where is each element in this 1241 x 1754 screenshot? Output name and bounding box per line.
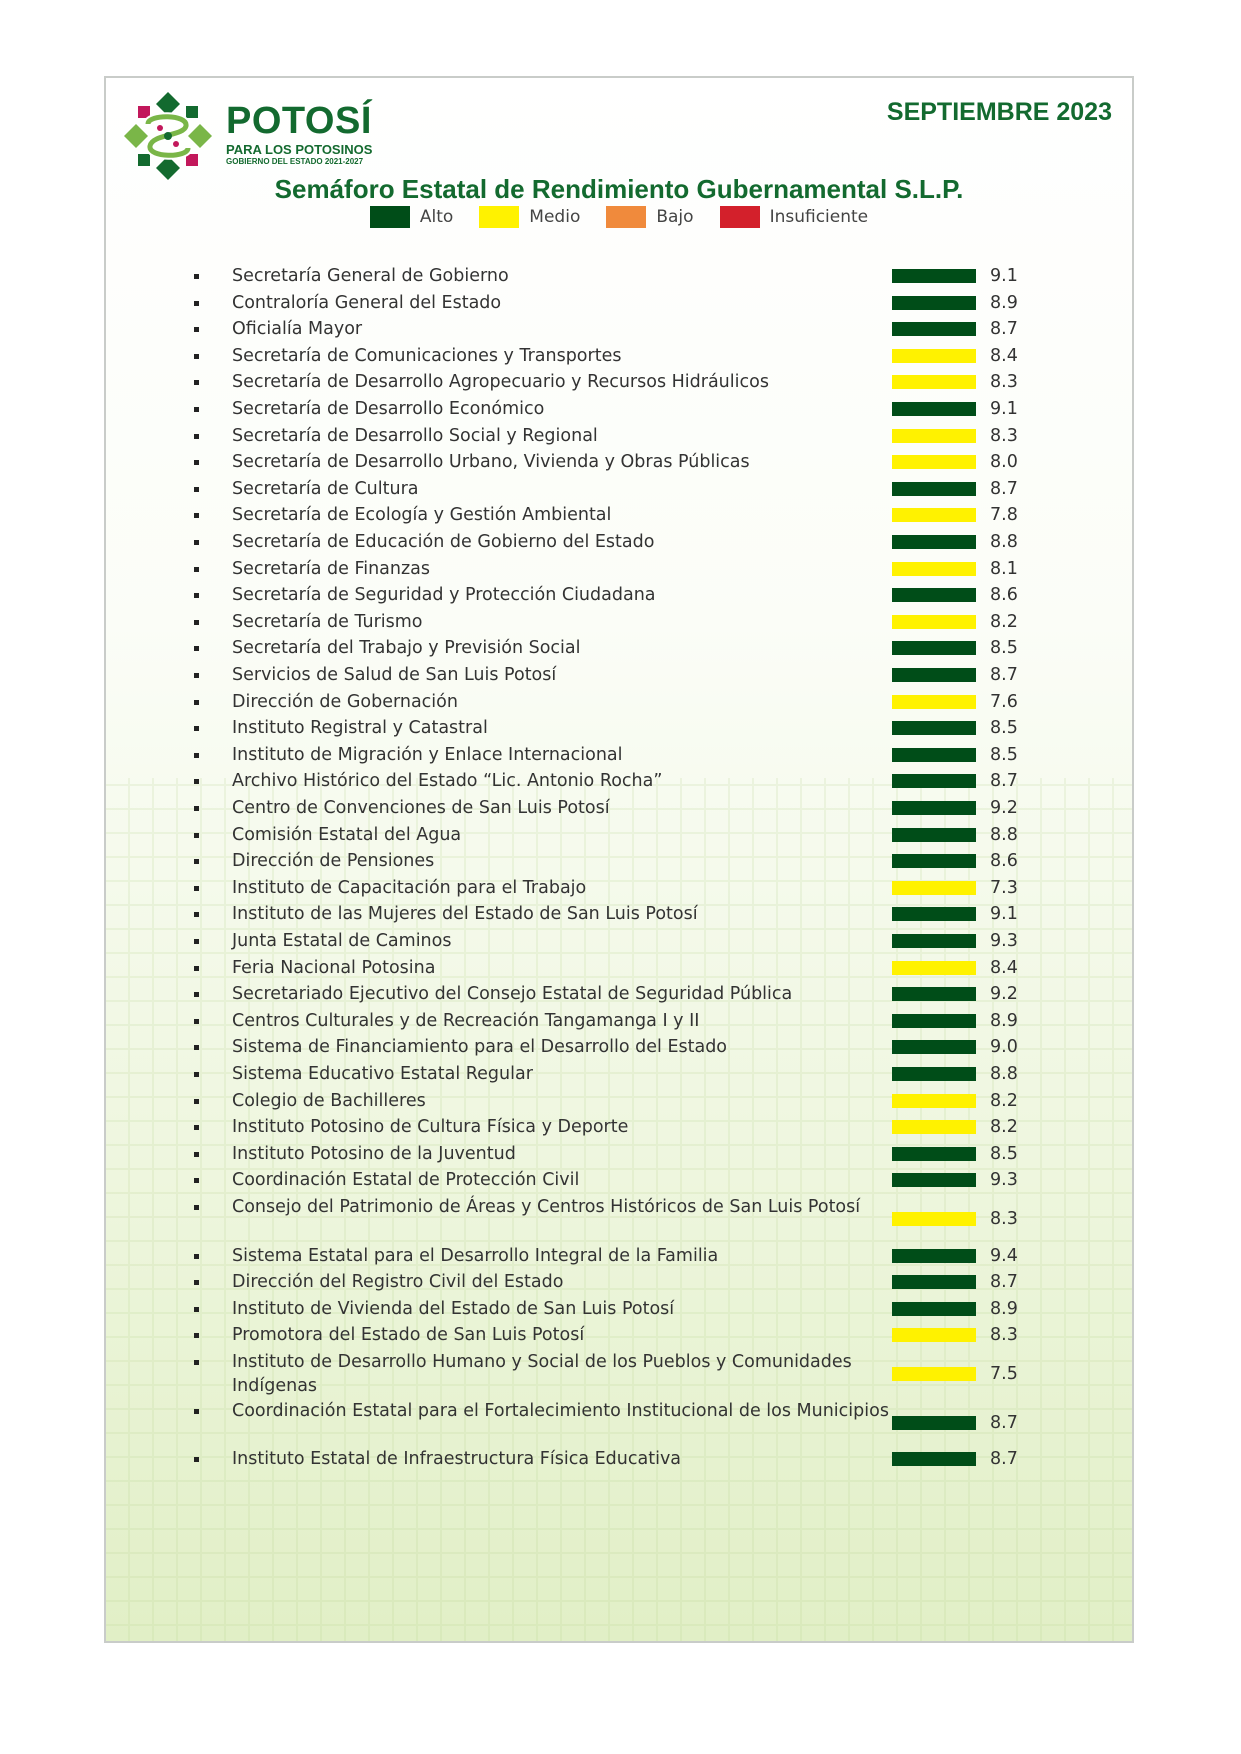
bullet-icon [194,1205,199,1210]
bullet-icon [194,354,199,359]
bullet-icon [194,301,199,306]
entry-score: 7.6 [990,691,1018,712]
entry-score: 8.3 [990,1325,1018,1346]
legend-label: Medio [529,207,581,227]
bullet-icon [194,593,199,598]
score-bar-alto [892,588,976,602]
score-bar-alto [892,1249,976,1263]
score-bar-alto [892,296,976,310]
bullet-icon [194,460,199,465]
entry-score: 8.3 [990,372,1018,393]
score-bar-alto [892,1147,976,1161]
score-bar-alto [892,641,976,655]
entry-score: 8.7 [990,771,1018,792]
score-bar-medio [892,455,976,469]
score-bar-medio [892,615,976,629]
score-bar-medio [892,375,976,389]
entry-score: 8.9 [990,1010,1018,1031]
entry-score: 8.6 [990,585,1018,606]
entry-name: Instituto Potosino de la Juventud [232,1143,516,1164]
score-bar-alto [892,402,976,416]
bullet-icon [194,1307,199,1312]
bullet-icon [194,380,199,385]
bullet-icon [194,1019,199,1024]
score-bar-medio [892,349,976,363]
score-bar-alto [892,721,976,735]
score-bar-alto [892,269,976,283]
entry-score: 9.0 [990,1037,1018,1058]
entry-name: Servicios de Salud de San Luis Potosí [232,665,557,685]
score-bar-alto [892,1173,976,1187]
entry-score: 8.8 [990,1064,1018,1084]
bullet-icon [194,966,199,971]
score-bar-alto [892,482,976,496]
entry-name: Feria Nacional Potosina [232,957,436,978]
score-bar-alto [892,774,976,788]
brand-government: GOBIERNO DEL ESTADO 2021-2027 [226,157,364,166]
score-bar-alto [892,1452,976,1466]
entry-score: 8.4 [990,345,1018,366]
bullet-icon [194,779,199,784]
bullet-icon [194,1360,199,1365]
score-bar-medio [892,1367,976,1381]
entry-score: 7.3 [990,877,1018,898]
score-bar-alto [892,801,976,815]
bullet-icon [194,859,199,864]
entry-score: 8.7 [990,1449,1018,1470]
bullet-icon [194,1125,199,1130]
entry-name: Centro de Convenciones de San Luis Potosí [232,798,610,818]
bullet-icon [194,833,199,838]
entry-score: 8.3 [990,425,1018,446]
score-bar-alto [892,1275,976,1289]
entry-score: 8.5 [990,744,1018,765]
entry-score: 8.3 [990,1209,1018,1229]
page-title: Semáforo Estatal de Rendimiento Gubernamental S.L.P. [274,174,964,204]
entry-score: 9.1 [990,904,1018,925]
bullet-icon [194,1333,199,1338]
score-bar-alto [892,322,976,336]
entry-name: Dirección de Pensiones [232,851,435,872]
score-bar-alto [892,1067,976,1081]
entry-name: Instituto Estatal de Infraestructura Física Educativa [232,1449,682,1470]
score-bar-medio [892,1120,976,1134]
bullet-icon [194,992,199,997]
entry-name: Comisión Estatal del Agua [232,824,462,845]
bullet-icon [194,567,199,572]
entry-score: 7.5 [990,1364,1018,1384]
bullet-icon [194,939,199,944]
bullet-icon [194,726,199,731]
bullet-icon [194,1099,199,1104]
report-date: SEPTIEMBRE 2023 [886,98,1112,126]
entry-name: Centros Culturales y de Recreación Tangamanga I y II [232,1010,700,1031]
entry-score: 9.2 [990,984,1018,1005]
score-bar-alto [892,828,976,842]
entry-name: Instituto de las Mujeres del Estado de San Luis Potosí [232,904,698,925]
entry-score: 8.8 [990,824,1018,845]
bullet-icon [194,673,199,678]
bullet-icon [194,1152,199,1157]
entry-score: 8.0 [990,452,1018,473]
bullet-icon [194,912,199,917]
score-bar-alto [892,668,976,682]
score-bar-alto [892,1040,976,1054]
entry-name: Secretaría de Seguridad y Protección Ciudadana [232,585,656,606]
entry-name: Instituto de Vivienda del Estado de San Luis Potosí [232,1298,675,1319]
entry-score: 8.7 [990,665,1018,685]
entry-name: Secretariado Ejecutivo del Consejo Estatal de Seguridad Pública [232,984,793,1005]
entry-score: 8.7 [990,1272,1018,1293]
bullet-icon [194,1254,199,1259]
score-bar-medio [892,562,976,576]
entry-name: Secretaría del Trabajo y Previsión Social [232,638,581,659]
score-bar-medio [892,429,976,443]
legend-label: Insuficiente [769,207,869,227]
entry-name: Instituto Registral y Catastral [232,718,488,739]
score-bar-alto [892,907,976,921]
score-bar-medio [892,961,976,975]
bullet-icon [194,646,199,651]
bullet-icon [194,434,199,439]
legend-label: Bajo [656,207,694,227]
score-bar-alto [892,1416,976,1430]
score-bar-alto [892,748,976,762]
entry-score: 8.7 [990,319,1018,340]
score-bar-alto [892,854,976,868]
entry-name: Sistema Educativo Estatal Regular [232,1064,533,1084]
entry-name: Secretaría de Desarrollo Agropecuario y Recursos Hidráulicos [232,372,769,393]
entry-name: Secretaría de Educación de Gobierno del Estado [232,532,655,552]
bullet-icon [194,487,199,492]
entry-name: Sistema de Financiamiento para el Desarrollo del Estado [232,1037,728,1058]
score-bar-alto [892,535,976,549]
entry-name: Secretaría de Desarrollo Social y Regional [232,425,598,446]
brand-tagline: PARA LOS POTOSINOS [226,142,373,157]
bullet-icon [194,1280,199,1285]
entry-score: 8.9 [990,292,1018,313]
score-bar-medio [892,508,976,522]
entry-name: Instituto de Migración y Enlace Internacional [232,744,623,765]
entry-score: 9.1 [990,266,1018,286]
bullet-icon [194,274,199,279]
entry-name: Dirección de Gobernación [232,691,458,712]
entry-score: 9.3 [990,931,1018,951]
entry-name: Secretaría de Desarrollo Urbano, Vivienda y Obras Públicas [232,452,750,473]
score-bar-medio [892,695,976,709]
ranking-list [106,78,1132,1641]
bullet-icon [194,1409,199,1414]
entry-score: 9.1 [990,399,1018,419]
entry-name: Sistema Estatal para el Desarrollo Integral de la Familia [232,1245,719,1266]
score-bar-medio [892,881,976,895]
entry-score: 7.8 [990,505,1018,526]
entry-score: 8.5 [990,1143,1018,1164]
entry-name: Consejo del Patrimonio de Áreas y Centros Históricos de San Luis Potosí [232,1197,861,1217]
bullet-icon [194,1457,199,1462]
entry-name: Instituto de Desarrollo Humano y Social de los Pueblos y Comunidades Indígenas [232,1352,852,1396]
entry-score: 8.2 [990,1090,1018,1111]
score-bar-medio [892,1094,976,1108]
score-bar-alto [892,1302,976,1316]
entry-name: Secretaría de Ecología y Gestión Ambiental [232,505,612,526]
entry-score: 8.7 [990,1412,1018,1433]
entry-score: 9.2 [990,798,1018,818]
entry-name: Junta Estatal de Caminos [232,931,452,951]
entry-score: 8.9 [990,1298,1018,1319]
bullet-icon [194,407,199,412]
entry-name: Coordinación Estatal para el Fortalecimiento Institucional de los Municipios [232,1400,889,1421]
entry-score: 8.7 [990,478,1018,499]
score-bar-alto [892,987,976,1001]
entry-name: Dirección del Registro Civil del Estado [232,1272,564,1293]
entry-name: Instituto Potosino de Cultura Física y Deporte [232,1117,629,1138]
entry-name: Contraloría General del Estado [232,292,502,313]
bullet-icon [194,1072,199,1077]
entry-score: 8.5 [990,638,1018,659]
entry-score: 9.3 [990,1170,1018,1191]
bullet-icon [194,540,199,545]
legend-label: Alto [419,207,454,227]
entry-score: 8.4 [990,957,1018,978]
entry-name: Secretaría General de Gobierno [232,266,509,286]
entry-score: 8.2 [990,611,1018,632]
entry-score: 8.1 [990,558,1018,579]
score-bar-alto [892,934,976,948]
bullet-icon [194,886,199,891]
bullet-icon [194,700,199,705]
entry-score: 8.6 [990,851,1018,872]
bullet-icon [194,513,199,518]
bullet-icon [194,806,199,811]
entry-name: Coordinación Estatal de Protección Civil [232,1170,580,1191]
bullet-icon [194,1045,199,1050]
score-bar-medio [892,1212,976,1226]
entry-score: 8.8 [990,532,1018,552]
entry-name: Secretaría de Comunicaciones y Transportes [232,345,622,366]
entry-name: Colegio de Bachilleres [232,1090,426,1111]
bullet-icon [194,753,199,758]
entry-name: Archivo Histórico del Estado “Lic. Antonio Rocha” [232,771,663,792]
brand-name: POTOSÍ [226,100,372,142]
entry-score: 8.2 [990,1117,1018,1138]
entry-name: Secretaría de Finanzas [232,558,431,579]
bullet-icon [194,620,199,625]
score-bar-alto [892,1014,976,1028]
entry-score: 9.4 [990,1245,1018,1266]
entry-score: 8.5 [990,718,1018,739]
entry-name: Instituto de Capacitación para el Trabajo [232,877,587,898]
entry-name: Secretaría de Turismo [232,611,423,632]
page-frame [104,76,1134,1643]
entry-name: Secretaría de Cultura [232,478,419,499]
entry-name: Promotora del Estado de San Luis Potosí [232,1325,585,1346]
bullet-icon [194,327,199,332]
entry-name: Secretaría de Desarrollo Económico [232,399,545,419]
score-bar-medio [892,1328,976,1342]
entry-name: Oficialía Mayor [232,319,363,340]
bullet-icon [194,1178,199,1183]
